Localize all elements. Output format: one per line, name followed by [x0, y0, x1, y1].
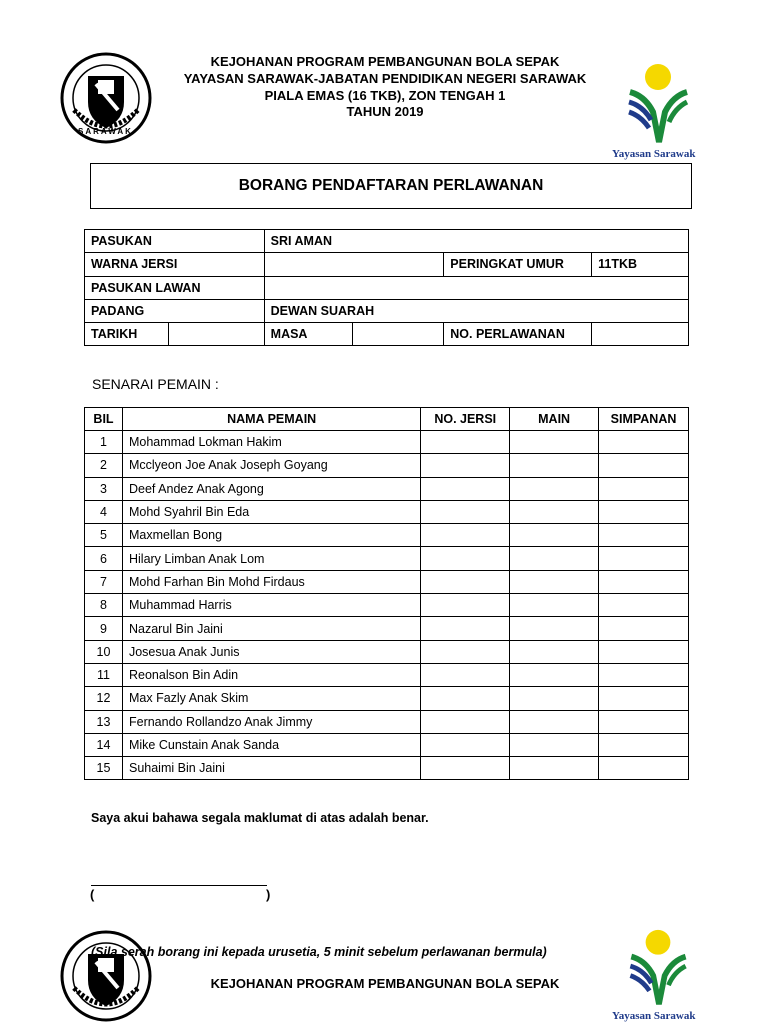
padang-label: PADANG	[85, 299, 265, 322]
player-jersi-cell[interactable]	[421, 594, 510, 617]
player-simpanan-cell[interactable]	[599, 640, 689, 663]
tarikh-value[interactable]	[168, 323, 264, 346]
warna-jersi-value[interactable]	[264, 253, 444, 276]
player-name: Hilary Limban Anak Lom	[122, 547, 420, 570]
player-bil: 2	[85, 454, 123, 477]
masa-value[interactable]	[352, 323, 444, 346]
yayasan-sarawak-logo-icon	[625, 928, 691, 1008]
col-header-bil: BIL	[85, 408, 123, 431]
player-jersi-cell[interactable]	[421, 663, 510, 686]
player-main-cell[interactable]	[510, 687, 599, 710]
peringkat-umur-value[interactable]: 11TKB	[592, 253, 689, 276]
player-main-cell[interactable]	[510, 524, 599, 547]
left-logo-text: SARAWAK	[78, 127, 133, 136]
table-row	[85, 640, 689, 663]
tarikh-label: TARIKH	[85, 323, 169, 346]
player-name: Mike Cunstain Anak Sanda	[122, 733, 420, 756]
col-header-main: MAIN	[510, 408, 599, 431]
players-section-label: SENARAI PEMAIN :	[92, 376, 219, 392]
submission-note: (Sila serah borang ini kepada urusetia, 5 minit sebelum perlawanan bermula)	[91, 945, 547, 959]
player-name: Nazarul Bin Jaini	[122, 617, 420, 640]
player-bil: 5	[85, 524, 123, 547]
table-row	[85, 733, 689, 756]
player-name: Deef Andez Anak Agong	[122, 477, 420, 500]
peringkat-umur-label: PERINGKAT UMUR	[444, 253, 592, 276]
player-simpanan-cell[interactable]	[599, 454, 689, 477]
player-jersi-cell[interactable]	[421, 640, 510, 663]
no-perlawanan-label: NO. PERLAWANAN	[444, 323, 592, 346]
col-header-nama: NAMA PEMAIN	[122, 408, 420, 431]
player-simpanan-cell[interactable]	[599, 524, 689, 547]
pasukan-lawan-label: PASUKAN LAWAN	[85, 276, 265, 299]
table-row	[85, 500, 689, 523]
player-bil: 3	[85, 477, 123, 500]
player-simpanan-cell[interactable]	[599, 500, 689, 523]
header-line-3: PIALA EMAS (16 TKB), ZON TENGAH 1	[264, 88, 506, 103]
player-bil: 15	[85, 757, 123, 780]
signature-open-paren: (	[90, 887, 95, 902]
player-main-cell[interactable]	[510, 617, 599, 640]
player-main-cell[interactable]	[510, 431, 599, 454]
masa-label: MASA	[264, 323, 352, 346]
table-row	[85, 524, 689, 547]
yayasan-sarawak-logo-icon	[625, 62, 691, 146]
player-main-cell[interactable]	[510, 570, 599, 593]
player-jersi-cell[interactable]	[421, 500, 510, 523]
player-name: Mohd Syahril Bin Eda	[122, 500, 420, 523]
match-info-table	[84, 229, 689, 346]
player-name: Reonalson Bin Adin	[122, 663, 420, 686]
player-bil: 12	[85, 687, 123, 710]
player-bil: 4	[85, 500, 123, 523]
player-simpanan-cell[interactable]	[599, 710, 689, 733]
player-main-cell[interactable]	[510, 733, 599, 756]
player-bil: 11	[85, 663, 123, 686]
table-row	[85, 710, 689, 733]
player-name: Maxmellan Bong	[122, 524, 420, 547]
player-main-cell[interactable]	[510, 547, 599, 570]
player-jersi-cell[interactable]	[421, 547, 510, 570]
table-row	[85, 431, 689, 454]
player-jersi-cell[interactable]	[421, 710, 510, 733]
player-simpanan-cell[interactable]	[599, 431, 689, 454]
padang-value[interactable]: DEWAN SUARAH	[264, 299, 688, 322]
player-main-cell[interactable]	[510, 710, 599, 733]
player-jersi-cell[interactable]	[421, 524, 510, 547]
player-name: Muhammad Harris	[122, 594, 420, 617]
player-name: Suhaimi Bin Jaini	[122, 757, 420, 780]
player-simpanan-cell[interactable]	[599, 570, 689, 593]
player-name: Mcclyeon Joe Anak Joseph Goyang	[122, 454, 420, 477]
player-bil: 10	[85, 640, 123, 663]
signature-line[interactable]	[91, 885, 267, 886]
player-name: Fernando Rollandzo Anak Jimmy	[122, 710, 420, 733]
player-jersi-cell[interactable]	[421, 454, 510, 477]
table-row	[85, 617, 689, 640]
player-simpanan-cell[interactable]	[599, 617, 689, 640]
player-bil: 8	[85, 594, 123, 617]
player-main-cell[interactable]	[510, 594, 599, 617]
warna-jersi-label: WARNA JERSI	[85, 253, 265, 276]
declaration-text: Saya akui bahawa segala maklumat di atas adalah benar.	[91, 811, 429, 825]
player-main-cell[interactable]	[510, 640, 599, 663]
player-main-cell[interactable]	[510, 757, 599, 780]
table-row	[85, 594, 689, 617]
player-jersi-cell[interactable]	[421, 757, 510, 780]
table-row	[85, 687, 689, 710]
signature-close-paren: )	[266, 887, 271, 902]
col-header-jersi: NO. JERSI	[421, 408, 510, 431]
right-logo-text-bottom: Yayasan Sarawak	[612, 1010, 696, 1022]
player-simpanan-cell[interactable]	[599, 594, 689, 617]
right-logo-text: Yayasan Sarawak	[612, 148, 696, 160]
players-table	[84, 407, 689, 780]
player-name: Mohd Farhan Bin Mohd Firdaus	[122, 570, 420, 593]
pasukan-lawan-value[interactable]	[264, 276, 688, 299]
no-perlawanan-value[interactable]	[592, 323, 689, 346]
player-jersi-cell[interactable]	[421, 477, 510, 500]
player-bil: 9	[85, 617, 123, 640]
header-line-2: YAYASAN SARAWAK-JABATAN PENDIDIKAN NEGERI SARAWAK	[183, 71, 587, 86]
footer-title: KEJOHANAN PROGRAM PEMBANGUNAN BOLA SEPAK	[210, 976, 560, 991]
player-bil: 13	[85, 710, 123, 733]
table-row	[85, 757, 689, 780]
form-title: BORANG PENDAFTARAN PERLAWANAN	[90, 163, 692, 209]
player-main-cell[interactable]	[510, 477, 599, 500]
player-name: Mohammad Lokman Hakim	[122, 431, 420, 454]
table-row	[85, 547, 689, 570]
player-jersi-cell[interactable]	[421, 687, 510, 710]
player-bil: 14	[85, 733, 123, 756]
player-main-cell[interactable]	[510, 454, 599, 477]
col-header-simpanan: SIMPANAN	[599, 408, 689, 431]
table-row	[85, 477, 689, 500]
player-simpanan-cell[interactable]	[599, 687, 689, 710]
player-simpanan-cell[interactable]	[599, 757, 689, 780]
player-jersi-cell[interactable]	[421, 733, 510, 756]
player-name: Max Fazly Anak Skim	[122, 687, 420, 710]
player-simpanan-cell[interactable]	[599, 733, 689, 756]
player-bil: 1	[85, 431, 123, 454]
table-row	[85, 570, 689, 593]
table-row	[85, 663, 689, 686]
header-line-4: TAHUN 2019	[346, 104, 424, 119]
school-sports-emblem-icon	[58, 928, 154, 1024]
player-main-cell[interactable]	[510, 663, 599, 686]
player-jersi-cell[interactable]	[421, 570, 510, 593]
player-simpanan-cell[interactable]	[599, 477, 689, 500]
pasukan-value[interactable]: SRI AMAN	[264, 230, 688, 253]
header-line-1: KEJOHANAN PROGRAM PEMBANGUNAN BOLA SEPAK	[210, 54, 560, 69]
player-main-cell[interactable]	[510, 500, 599, 523]
player-bil: 6	[85, 547, 123, 570]
player-bil: 7	[85, 570, 123, 593]
pasukan-label: PASUKAN	[85, 230, 265, 253]
player-simpanan-cell[interactable]	[599, 663, 689, 686]
player-jersi-cell[interactable]	[421, 431, 510, 454]
player-jersi-cell[interactable]	[421, 617, 510, 640]
table-row	[85, 454, 689, 477]
player-name: Josesua Anak Junis	[122, 640, 420, 663]
player-simpanan-cell[interactable]	[599, 547, 689, 570]
